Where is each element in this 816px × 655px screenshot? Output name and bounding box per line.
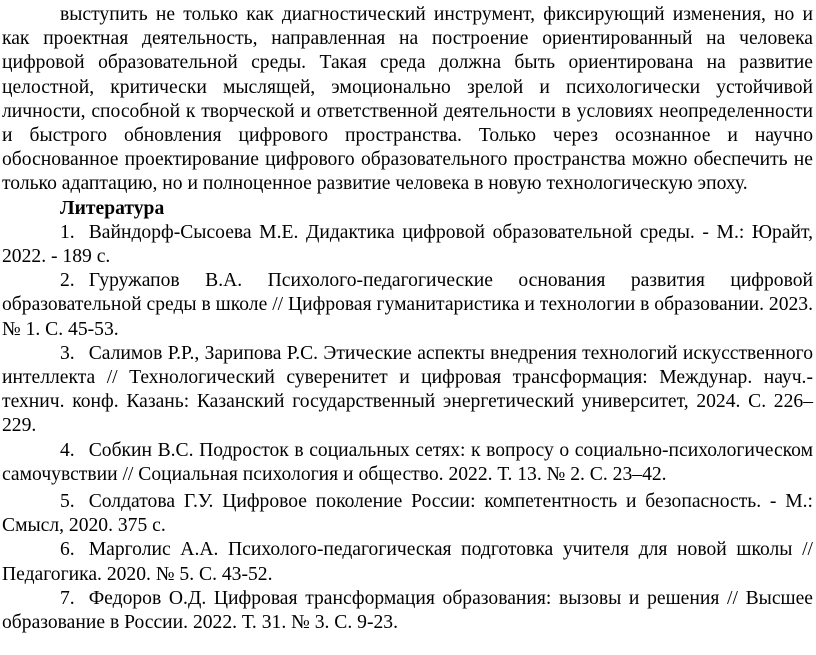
reference-item-5 xyxy=(2,490,813,538)
reference-item-6 xyxy=(2,538,813,586)
reference-item-2 xyxy=(2,269,813,342)
reference-number: 5. xyxy=(60,491,75,513)
reference-number: 6. xyxy=(60,539,75,561)
reference-item-4 xyxy=(2,439,813,487)
reference-text: Марголис А.А. Психолого-педагогическая подготовка учителя для новой школы // Педагогика. 2020. № 5. С. 43-52. xyxy=(2,539,813,585)
reference-number: 1. xyxy=(60,221,75,243)
reference-text: Салимов Р.Р., Зарипова Р.С. Этические аспекты внедрения технологий искусственного интеллекта // Технологический суверенитет и цифровая трансформация: Междунар. науч.-технич. конф. Казань: Казанский государственный энергетический университет, 2024. С. 226–229. xyxy=(2,342,813,437)
reference-number: 3. xyxy=(60,342,75,364)
reference-text: Федоров О.Д. Цифровая трансформация образования: вызовы и решения // Высшее образование в России. 2022. Т. 31. № 3. С. 9-23. xyxy=(2,587,813,634)
reference-text: Собкин В.С. Подросток в социальных сетях: к вопросу о социально-психологическом самочувствии // Социальная психология и общество. 2022. Т. 13. № 2. С. 23–42. xyxy=(2,439,813,485)
reference-number: 2. xyxy=(60,270,75,292)
reference-number: 4. xyxy=(60,439,75,461)
reference-text: Вайндорф-Сысоева М.Е. Дидактика цифровой образовательной среды. - М.: Юрайт, 2022. - 189 с. xyxy=(2,221,813,268)
reference-item-3 xyxy=(2,342,813,439)
reference-number: 7. xyxy=(60,587,75,609)
reference-item-7 xyxy=(2,587,813,635)
references-heading: Литература xyxy=(60,197,165,219)
reference-text: Солдатова Г.У. Цифровое поколение России: компетентность и безопасность. - М.: Смысл, 2020. 375 с. xyxy=(2,491,813,537)
reference-item-1 xyxy=(2,221,813,269)
reference-text: Гуружапов В.А. Психолого-педагогические основания развития цифровой образовательной среды в школе // Цифровая гуманитаристика и технологии в образовании. 2023. № 1. С. 45-53. xyxy=(2,270,813,340)
body-paragraph: выступить не только как диагностический инструмент, фиксирующий изменения, но и как проектная деятельность, направленная на построение ориентированный на человека цифровой образовательной среды. Такая среда должна быть ориентирована на развитие целостной, критически мыслящей, эмоционально зрелой и психологически устойчивой личности, способной к творческой и ответственной деятельности в условиях неопределенности и быстрого обновления цифрового пространства. Только через осознанное и научно обоснованное проектирование цифрового образовательного пространства можно обеспечить не только адаптацию, но и полноценное развитие человека в новую технологическую эпоху. xyxy=(2,4,813,195)
